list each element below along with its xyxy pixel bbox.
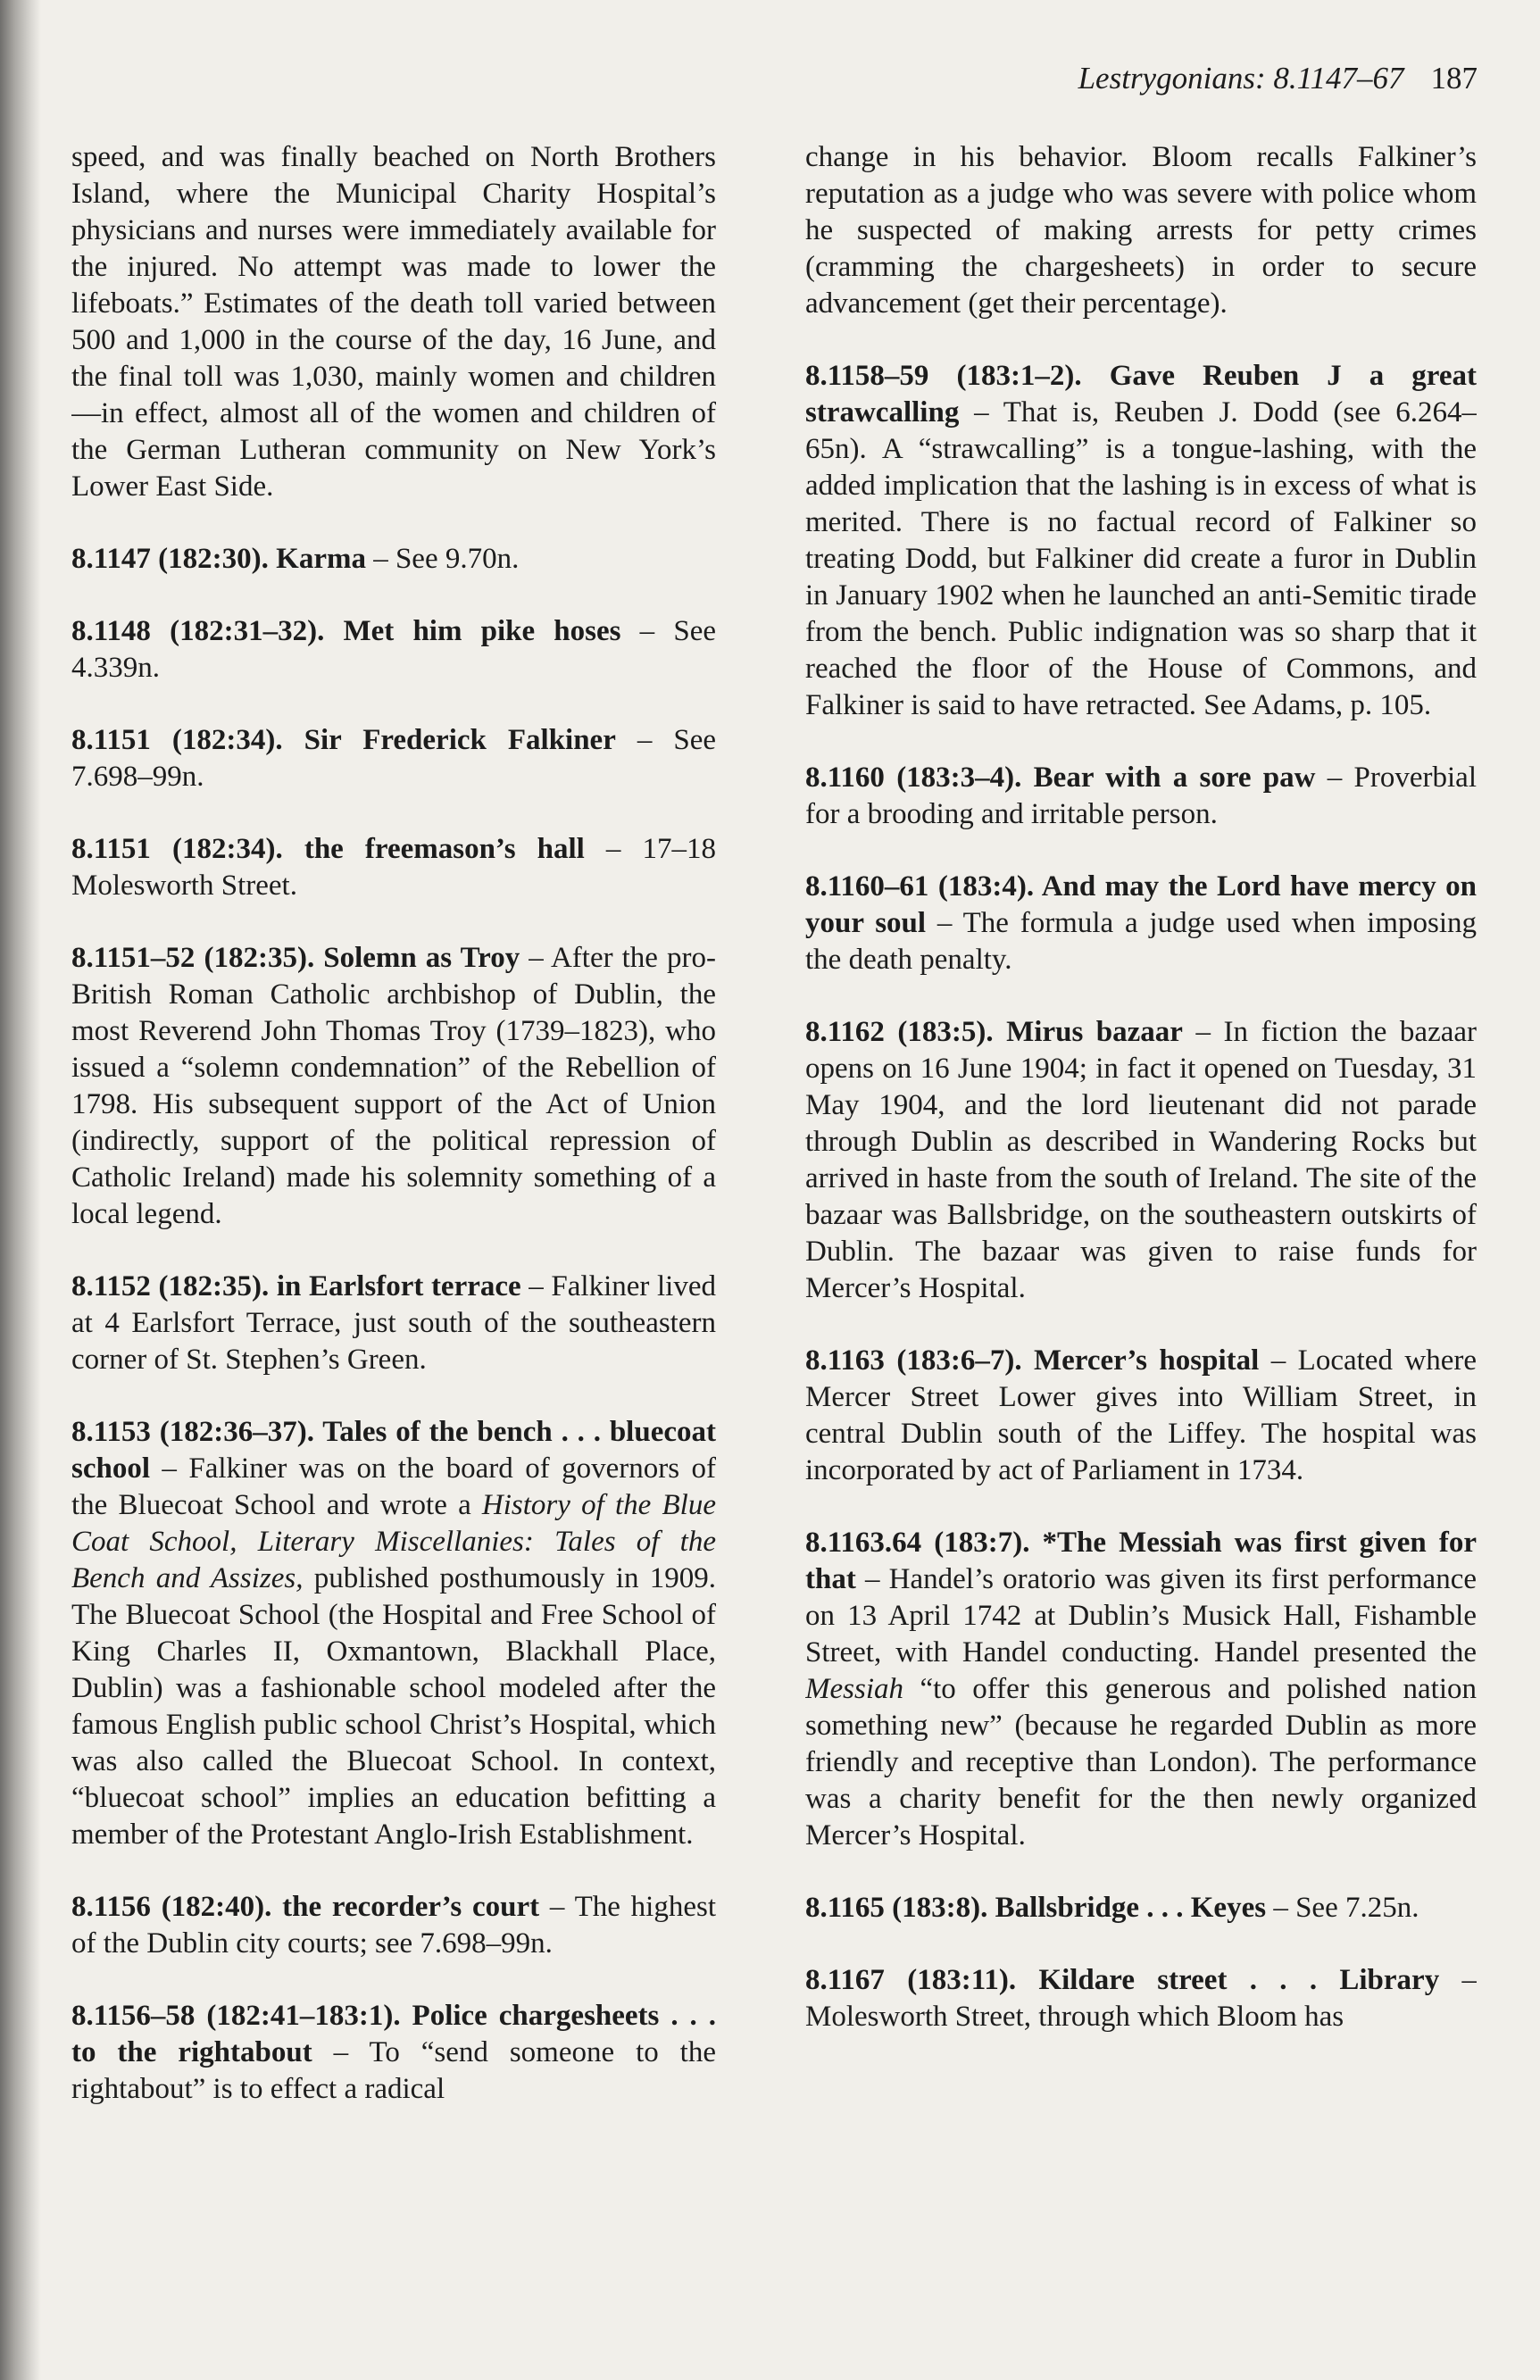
- entry-text: – To “send someone to the rightabout” is to effect a radical: [71, 2036, 716, 2105]
- entry-heading: 8.1153 (182:36–37). Tales of the bench . . . bluecoat school: [71, 1416, 716, 1485]
- left-column: [71, 139, 716, 2353]
- entry-heading: 8.1151 (182:34). the freemason’s hall: [71, 833, 585, 865]
- entry-heading: 8.1152 (182:35). in Earlsfort terrace: [71, 1270, 521, 1302]
- entry-heading: 8.1163 (183:6–7). Mercer’s hospital: [805, 1344, 1260, 1377]
- entry-text: – See 9.70n.: [365, 543, 520, 575]
- entry-text: – Falkiner lived at 4 Earlsfort Terrace, just south of the southeastern corner of St. Stephen’s Green.: [71, 1270, 716, 1376]
- entry-text: – Located where Mercer Street Lower gives into William Street, in central Dublin south of the Liffey. The hospital was incorporated by act of Parliament in 1734.: [805, 1344, 1477, 1486]
- entry-text: published posthumously in 1909. The Bluecoat School (the Hospital and Free School of King Charles II, Oxmantown, Blackhall Place, Dublin) was a fashionable school modeled after the famous English public school Christ’s Hospital, which was also called the Bluecoat School. In context, “bluecoat school” implies an education befitting a member of the Protestant Anglo-Irish Establishment.: [71, 1562, 716, 1851]
- entry-text: – 17–18 Molesworth Street.: [71, 833, 716, 902]
- glossary-entry: [71, 722, 716, 795]
- glossary-entry: [71, 1889, 716, 1962]
- entry-text: – Proverbial for a brooding and irritable person.: [805, 761, 1477, 830]
- glossary-entry: [71, 1414, 716, 1853]
- entry-heading: 8.1162 (183:5). Mirus bazaar: [805, 1016, 1183, 1048]
- entry-text: – See 4.339n.: [71, 615, 716, 684]
- glossary-entry: [71, 1998, 716, 2108]
- entry-text: – See 7.25n.: [1266, 1892, 1419, 1924]
- entry-text: – Molesworth Street, through which Bloom has: [805, 1964, 1477, 2033]
- right-column: [805, 139, 1477, 2353]
- italic-title-text: History of the Blue Coat School, Literary Miscellanies: Tales of the Bench and Assizes,: [71, 1489, 716, 1594]
- glossary-entry: [805, 1014, 1477, 1307]
- glossary-entry: [805, 1962, 1477, 2035]
- running-head-title: Lestrygonians: 8.1147–67: [1078, 61, 1404, 96]
- glossary-entry: [71, 831, 716, 904]
- glossary-entry: [805, 358, 1477, 724]
- entry-text: – Falkiner was on the board of governors of the Bluecoat School and wrote a: [71, 1452, 716, 1521]
- entry-heading: 8.1148 (182:31–32). Met him pike hoses: [71, 615, 621, 647]
- entry-heading: 8.1151 (182:34). Sir Frederick Falkiner: [71, 724, 616, 756]
- glossary-entry: [71, 1269, 716, 1378]
- entry-heading: 8.1156 (182:40). the recorder’s court: [71, 1891, 540, 1923]
- glossary-entry: [71, 541, 716, 578]
- continued-paragraph: [805, 139, 1477, 322]
- entry-heading: 8.1158–59 (183:1–2). Gave Reuben J a great strawcalling: [805, 360, 1477, 429]
- glossary-entry: [805, 1343, 1477, 1489]
- glossary-entry: [805, 760, 1477, 833]
- entry-text: “to offer this generous and polished nation something new” (because he regarded Dublin as more friendly and receptive than London). The performance was a charity benefit for the then newly organized Mercer’s Hospital.: [805, 1673, 1477, 1852]
- glossary-entry: [71, 940, 716, 1233]
- entry-heading: 8.1160–61 (183:4). And may the Lord have mercy on your soul: [805, 870, 1477, 939]
- entry-heading: 8.1147 (182:30). Karma: [71, 543, 366, 575]
- entry-text: – In fiction the bazaar opens on 16 June 1904; in fact it opened on Tuesday, 31 May 1904, and the lord lieutenant did not parade through Dublin as described in Wandering Rocks but arrived in haste from the south of Ireland. The site of the bazaar was Ballsbridge, on the southeastern outskirts of Dublin. The bazaar was given to raise funds for Mercer’s Hospital.: [805, 1016, 1477, 1304]
- entry-heading: 8.1163.64 (183:7). *The Messiah was first given for that: [805, 1527, 1477, 1595]
- entry-heading: 8.1167 (183:11). Kildare street . . . Library: [805, 1964, 1440, 1996]
- entry-text: – The formula a judge used when imposing the death penalty.: [805, 907, 1477, 976]
- entry-text: – See 7.698–99n.: [71, 724, 716, 793]
- entry-heading: 8.1160 (183:3–4). Bear with a sore paw: [805, 761, 1316, 794]
- italic-title-text: Messiah: [805, 1673, 903, 1705]
- entry-text: – Handel’s oratorio was given its first performance on 13 April 1742 at Dublin’s Musick Hall, Fishamble Street, with Handel conducting. Handel presented the: [805, 1563, 1477, 1668]
- glossary-entry: [805, 869, 1477, 978]
- entry-heading: 8.1165 (183:8). Ballsbridge . . . Keyes: [805, 1892, 1267, 1924]
- entry-heading: 8.1151–52 (182:35). Solemn as Troy: [71, 942, 520, 974]
- entry-text: change in his behavior. Bloom recalls Falkiner’s reputation as a judge who was severe with police whom he suspected of making arrests for petty crimes (cramming the chargesheets) in order to secure advancement (get their percentage).: [805, 141, 1477, 320]
- entry-text: – After the pro-British Roman Catholic archbishop of Dublin, the most Reverend John Thomas Troy (1739–1823), who issued a “solemn condemnation” of the Rebellion of 1798. His subsequent support of the Act of Union (indirectly, support of the political repression of Catholic Ireland) made his solemnity something of a local legend.: [71, 942, 716, 1230]
- glossary-entry: [805, 1890, 1477, 1926]
- page-number: 187: [1430, 61, 1478, 96]
- entry-heading: 8.1156–58 (182:41–183:1). Police chargesheets . . . to the rightabout: [71, 2000, 716, 2068]
- continued-paragraph: [71, 139, 716, 505]
- entry-text: speed, and was finally beached on North Brothers Island, where the Municipal Charity Hospital’s physicians and nurses were immediately available for the injured. No attempt was made to lower the lifeboats.” Estimates of the death toll varied between 500 and 1,000 in the course of the day, 16 June, and the final toll was 1,030, mainly women and children—in effect, almost all of the women and children of the German Lutheran community on New York’s Lower East Side.: [71, 141, 716, 503]
- entry-text: – The highest of the Dublin city courts; see 7.698–99n.: [71, 1891, 716, 1960]
- binding-shadow: [0, 0, 41, 2380]
- glossary-entry: [71, 613, 716, 687]
- glossary-entry: [805, 1525, 1477, 1854]
- running-head: [803, 61, 1478, 107]
- entry-text: – That is, Reuben J. Dodd (see 6.264–65n). A “strawcalling” is a tongue-lashing, with the added implication that the lashing is in excess of what is merited. There is no factual record of Falkiner so treating Dodd, but Falkiner did create a furor in Dublin in January 1902 when he launched an anti-Semitic tirade from the bench. Public indignation was so sharp that it reached the floor of the House of Commons, and Falkiner is said to have retracted. See Adams, p. 105.: [805, 396, 1477, 721]
